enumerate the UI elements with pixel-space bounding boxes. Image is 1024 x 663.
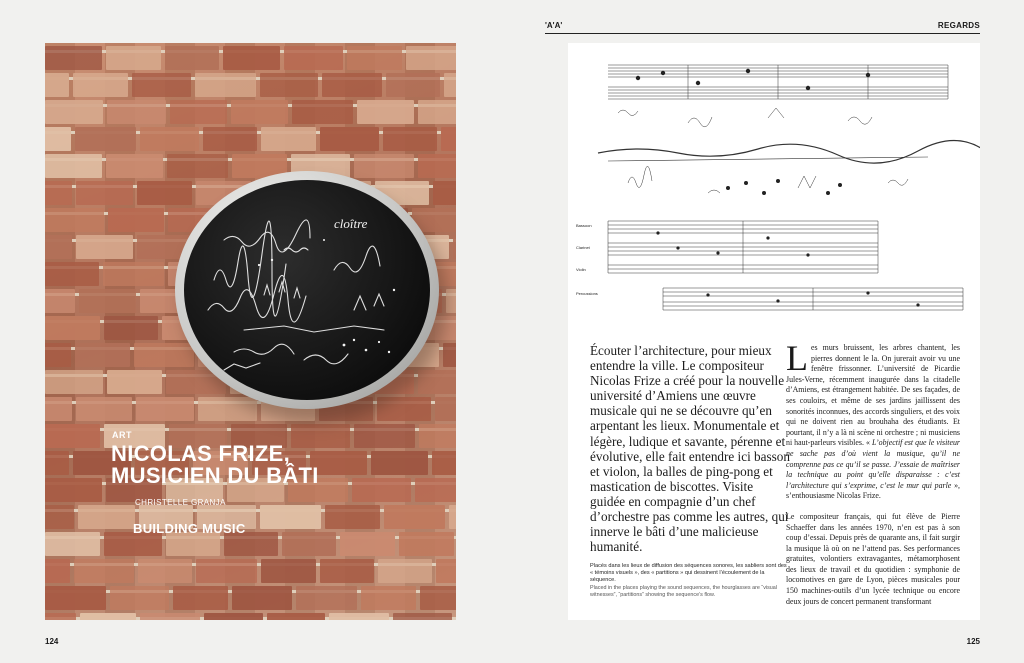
brick: [45, 154, 102, 178]
brick: [45, 343, 71, 367]
brick: [132, 73, 191, 97]
brick: [322, 73, 382, 97]
brick-row: [45, 46, 456, 70]
brick: [419, 424, 456, 448]
brick: [73, 73, 128, 97]
brick: [436, 559, 456, 583]
brick: [76, 181, 133, 205]
brick: [232, 586, 292, 610]
brick: [108, 208, 164, 232]
brick: [45, 100, 103, 124]
brick-row: [45, 613, 426, 620]
brick: [45, 73, 69, 97]
brick: [320, 559, 374, 583]
brick: [261, 559, 316, 583]
brick: [45, 181, 72, 205]
brick: [107, 370, 162, 394]
brick: [74, 559, 134, 583]
brick: [282, 532, 336, 556]
brick: [75, 127, 136, 151]
brick: [320, 127, 379, 151]
brick: [140, 613, 200, 620]
brick-row: [45, 73, 426, 97]
brick: [386, 73, 440, 97]
brick: [260, 505, 321, 529]
brick: [378, 559, 432, 583]
article-lead: Écouter l’architecture, pour mieux entendre la ville. Le compositeur Nicolas Frize a créé pour la nouvelle université d’Amiens une œuvre musicale qui ne se découvre qu’en arpentant les lieux. Monumentale et légère, ludique et savante, pérenne et évolutive, elle fait entendre ici basson et violon, la balles de ping-pong et mastication de biscottes. Visite guidée en compagnie d’un chef d’orchestre pas comme les autres, qui innerve le bâti d’une malicieuse humanité.: [590, 343, 790, 555]
brick: [45, 451, 69, 475]
brick: [418, 370, 456, 394]
brick: [45, 289, 75, 313]
brick: [418, 100, 456, 124]
brick: [45, 586, 106, 610]
brick-row: [45, 532, 456, 556]
score-staff-label: Clarinet: [576, 245, 590, 250]
brick: [103, 262, 164, 286]
brick: [383, 127, 437, 151]
brick: [45, 262, 99, 286]
brick: [296, 586, 357, 610]
brick: [45, 559, 70, 583]
brick: [399, 532, 454, 556]
brick: [76, 397, 132, 421]
english-subtitle: BUILDING MUSIC: [133, 521, 246, 536]
brick: [137, 181, 192, 205]
brick-row: [45, 100, 456, 124]
music-score-image: [568, 43, 980, 328]
body-paragraph-2: Le compositeur français, qui fut élève de Pierre Schaeffer dans les années 1970, n’en est pas à son coup d’essai. Depuis près de quarante ans, il fait surgir la musique là où on ne l’attend pas. Ses performances gratuites, volontiers extravagantes, métamorphosent des lieux de travail et du quotidien : symphonie de locomotives en gare de Lyon, pièces musicales pour 150 machines-outils d’un lycée technique ou encore deux jours de concert permanent transformant: [786, 511, 960, 606]
brick-row: [45, 559, 426, 583]
brick: [45, 424, 100, 448]
brick: [80, 613, 136, 620]
brick: [106, 46, 161, 70]
brick: [76, 235, 133, 259]
brick: [418, 154, 456, 178]
brick: [435, 397, 456, 421]
article-body: [786, 338, 960, 617]
brick: [138, 559, 192, 583]
brick: [106, 154, 163, 178]
caption-english: Placed in the places playing the sound sequences, the hourglasses are “visual witnesses”, “partitions” showing the sequence’s flow.: [590, 585, 777, 598]
brick: [357, 100, 414, 124]
hourglass-disc-face: [184, 180, 430, 400]
score-staff-label: Percussions: [576, 291, 598, 296]
brick: [261, 127, 316, 151]
section-label: ART: [112, 430, 132, 440]
brick: [260, 73, 318, 97]
brick: [223, 46, 280, 70]
brick: [45, 370, 103, 394]
brick: [45, 235, 72, 259]
brick: [432, 451, 456, 475]
author-byline: CHRISTELLE GRANJA: [135, 498, 226, 507]
header-rule: [545, 33, 980, 34]
brick: [165, 46, 219, 70]
brick: [45, 208, 104, 232]
brick: [167, 154, 228, 178]
running-head: REGARDS: [937, 21, 980, 30]
body-paragraph-1: [786, 338, 960, 502]
article-title-line-2: MUSICIEN DU BÂTI: [111, 463, 319, 488]
brick: [347, 46, 402, 70]
brick: [267, 613, 325, 620]
brick: [104, 316, 158, 340]
brick: [110, 586, 169, 610]
brick: [196, 559, 257, 583]
page-number-left: 124: [45, 637, 59, 646]
article-title: [111, 443, 411, 487]
score-staff-label: Violin: [576, 267, 586, 272]
brick: [75, 343, 130, 367]
brick: [231, 100, 288, 124]
brick-row: [45, 586, 456, 610]
body-paragraph-1-end: », s’enthousiasme Nicolas Frize.: [786, 480, 960, 501]
brick: [45, 478, 102, 502]
brick: [45, 316, 100, 340]
chalk-drawing: [184, 180, 430, 400]
body-paragraph-1-start: es murs bruissent, les arbres chantent, les pierres donnent le la. On jurerait avoir vu une fenêtre frissonner. L’université de Picardie Jules-Verne, récemment inaugurée dans la citadelle d’Amiens, est étrangement habitée. De ses façades, de ses couloirs, et même de ses jardins jaillissent des sonorités inconnues, des accords singuliers, et des voix qui ne doivent rien au brouhaha des étudiants. Et pourtant, il n’y a là ni scène ni orchestre ; ni musiciens ni haut-parleurs visibles. «: [786, 343, 960, 448]
brick: [340, 532, 395, 556]
right-page: [568, 43, 980, 620]
brick: [325, 505, 380, 529]
score-staff-label: Bassoon: [576, 223, 592, 228]
brick: [107, 100, 166, 124]
brick: [136, 397, 194, 421]
brick: [441, 127, 456, 151]
brick: [204, 613, 263, 620]
brick: [45, 127, 71, 151]
brick: [284, 46, 343, 70]
brick: [433, 181, 456, 205]
brick: [45, 613, 76, 620]
brick: [446, 289, 456, 313]
brick-row: [45, 127, 426, 151]
brick: [292, 100, 353, 124]
brick: [453, 235, 456, 259]
brick: [449, 505, 456, 529]
brick: [45, 397, 72, 421]
brick-wall-photo: [45, 43, 456, 620]
brick: [140, 127, 199, 151]
chalk-inscription: cloître: [334, 216, 368, 231]
brick: [173, 586, 228, 610]
brick: [195, 73, 256, 97]
brick: [393, 613, 452, 620]
brick: [45, 532, 100, 556]
brick: [443, 343, 456, 367]
brick: [134, 343, 194, 367]
brick-row: [45, 154, 456, 178]
brick: [78, 505, 135, 529]
brick: [444, 73, 456, 97]
brick: [203, 127, 257, 151]
brick: [406, 46, 456, 70]
article-title-line-1: NICOLAS FRIZE,: [111, 441, 290, 466]
page-number-right: 125: [966, 637, 980, 646]
body-quote: L’objectif est que le visiteur ne sache pas d’où vient la musique, qu’il ne comprenne pas ce qu’il se passe. J’essaie de maîtriser la technique au point qu’elle disparaisse : c’est l’architecture qui s’exprime, c’est le mur qui parle: [786, 438, 960, 490]
brick: [329, 613, 389, 620]
brick: [415, 478, 456, 502]
magazine-mark: 'A'A': [545, 21, 563, 30]
brick: [170, 100, 227, 124]
brick: [384, 505, 445, 529]
brick: [45, 505, 74, 529]
brick: [79, 289, 136, 313]
caption-french: Placés dans les lieux de diffusion des séquences sonores, les sabliers sont des « témoins visuels », des « partitions » qui dessinent l’écoulement de la séquence.: [590, 563, 787, 583]
brick: [354, 154, 414, 178]
brick: [45, 46, 102, 70]
brick: [361, 586, 416, 610]
brick: [420, 586, 456, 610]
drop-cap: L: [786, 338, 808, 378]
